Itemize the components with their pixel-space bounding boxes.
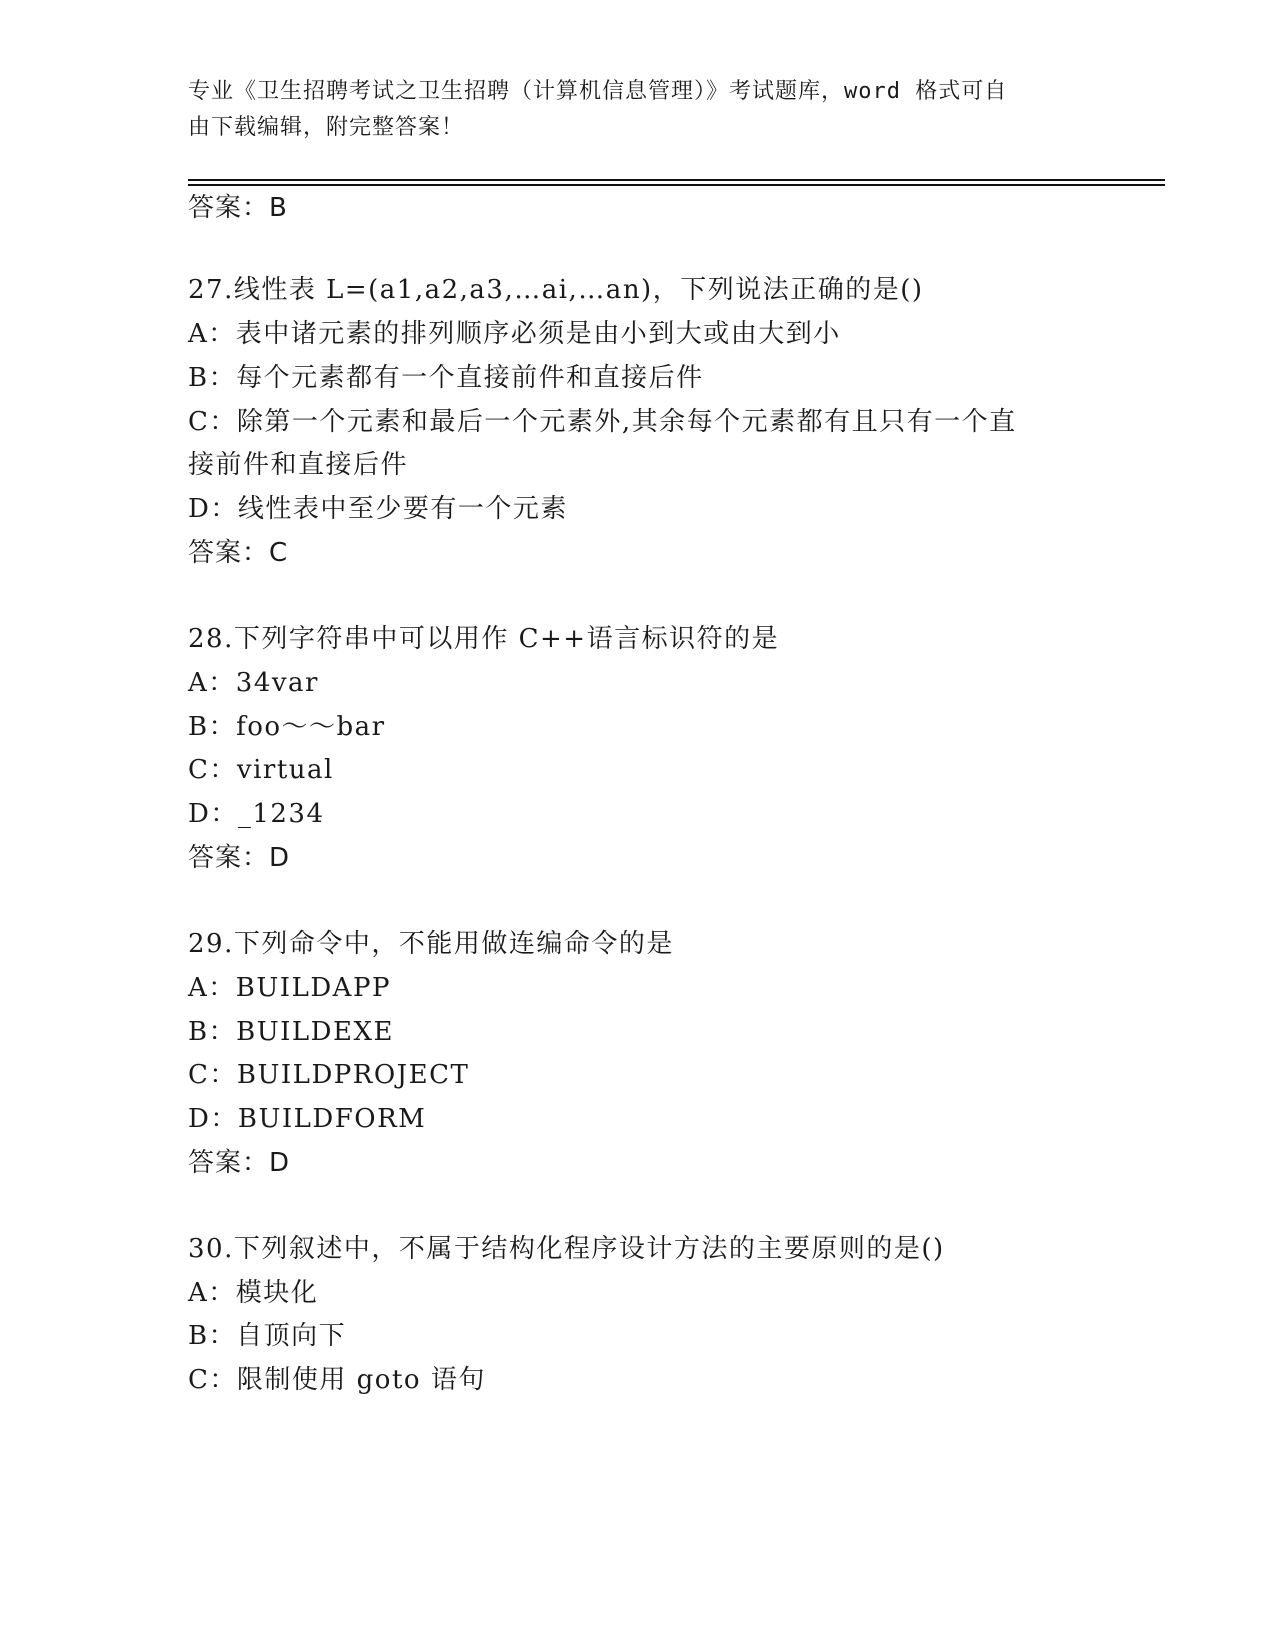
question-option: A：BUILDAPP xyxy=(188,973,391,1003)
question-option: 接前件和直接后件 xyxy=(188,450,409,480)
question-option: C：BUILDPROJECT xyxy=(188,1060,470,1090)
header-line-1: 专业《卫生招聘考试之卫生招聘（计算机信息管理）》考试题库，word 格式可自 xyxy=(188,79,1008,104)
header-line-2: 由下载编辑，附完整答案！ xyxy=(188,115,465,140)
question-option: A：34var xyxy=(188,668,319,698)
question-option: D：线性表中至少要有一个元素 xyxy=(188,494,568,524)
question-stem: 28.下列字符串中可以用作 C++语言标识符的是 xyxy=(188,624,780,654)
question-option: D：BUILDFORM xyxy=(188,1104,427,1134)
question-option: B：自顶向下 xyxy=(188,1321,347,1351)
question-stem: 29.下列命令中，不能用做连编命令的是 xyxy=(188,929,674,959)
question-option: B：BUILDEXE xyxy=(188,1017,394,1047)
document-header xyxy=(188,74,1088,146)
question-option: B：每个元素都有一个直接前件和直接后件 xyxy=(188,363,704,393)
question-option: A：表中诸元素的排列顺序必须是由小到大或由大到小 xyxy=(188,319,841,349)
question-option: C：限制使用 goto 语句 xyxy=(188,1365,486,1395)
question-option: C：除第一个元素和最后一个元素外,其余每个元素都有且只有一个直 xyxy=(188,407,1017,437)
question-option: D：_1234 xyxy=(188,799,325,829)
answer-line: 答案：D xyxy=(188,843,291,873)
answer-line: 答案：D xyxy=(188,1148,291,1178)
question-option: A：模块化 xyxy=(188,1278,319,1308)
answer-line: 答案：C xyxy=(188,538,289,568)
header-rule-bottom xyxy=(188,184,1165,186)
question-option: B：foo～～bar xyxy=(188,712,386,742)
header-rule-top xyxy=(188,179,1165,181)
question-option: C：virtual xyxy=(188,755,334,785)
question-stem: 27.线性表 L=(a1,a2,a3,…ai,…an)，下列说法正确的是() xyxy=(188,275,924,305)
question-stem: 30.下列叙述中，不属于结构化程序设计方法的主要原则的是() xyxy=(188,1234,945,1264)
answer-line: 答案：B xyxy=(188,193,288,223)
